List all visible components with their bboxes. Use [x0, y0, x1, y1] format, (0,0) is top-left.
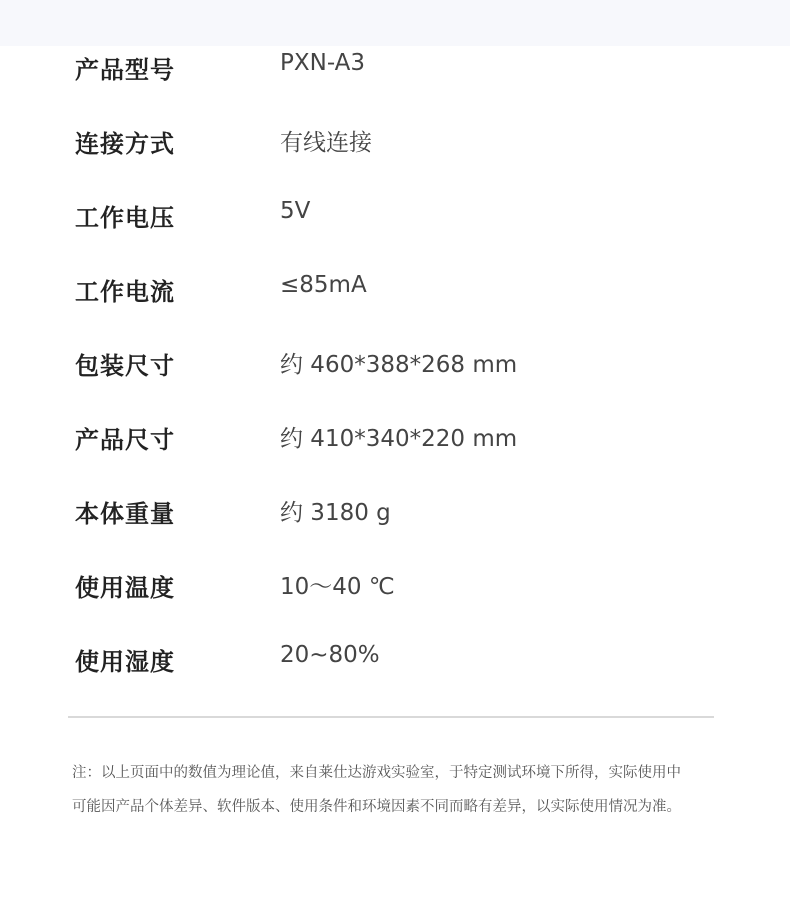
spec-label: 使用湿度	[75, 648, 175, 676]
spec-label: 使用温度	[75, 574, 175, 602]
spec-value: PXN-A3	[280, 50, 365, 76]
spec-label: 产品型号	[75, 56, 175, 84]
spec-row-product-size	[75, 408, 715, 482]
spec-value: 约 410*340*220 mm	[280, 426, 518, 452]
spec-value: 有线连接	[280, 130, 372, 156]
spec-table	[75, 38, 715, 704]
section-divider	[68, 716, 714, 718]
spec-value: 10～40 ℃	[280, 574, 395, 600]
spec-row-current	[75, 260, 715, 334]
spec-label: 包装尺寸	[75, 352, 175, 380]
spec-label: 本体重量	[75, 500, 175, 528]
spec-value: ≤85mA	[280, 272, 367, 298]
spec-value: 20~80%	[280, 642, 380, 668]
spec-label: 产品尺寸	[75, 426, 175, 454]
spec-row-connection	[75, 112, 715, 186]
spec-value: 约 460*388*268 mm	[280, 352, 518, 378]
spec-row-humidity	[75, 630, 715, 704]
footnote	[72, 756, 732, 824]
footnote-line-1: 注：以上页面中的数值为理论值，来自莱仕达游戏实验室，于特定测试环境下所得，实际使用中	[72, 765, 681, 781]
spec-value: 5V	[280, 198, 311, 224]
spec-row-voltage	[75, 186, 715, 260]
spec-label: 工作电流	[75, 278, 175, 306]
spec-row-model	[75, 38, 715, 112]
spec-value: 约 3180 g	[280, 500, 391, 526]
spec-label: 工作电压	[75, 204, 175, 232]
spec-label: 连接方式	[75, 130, 175, 158]
spec-row-weight	[75, 482, 715, 556]
spec-row-package-size	[75, 334, 715, 408]
spec-row-temperature	[75, 556, 715, 630]
footnote-line-2: 可能因产品个体差异、软件版本、使用条件和环境因素不同而略有差异，以实际使用情况为准。	[72, 799, 681, 815]
